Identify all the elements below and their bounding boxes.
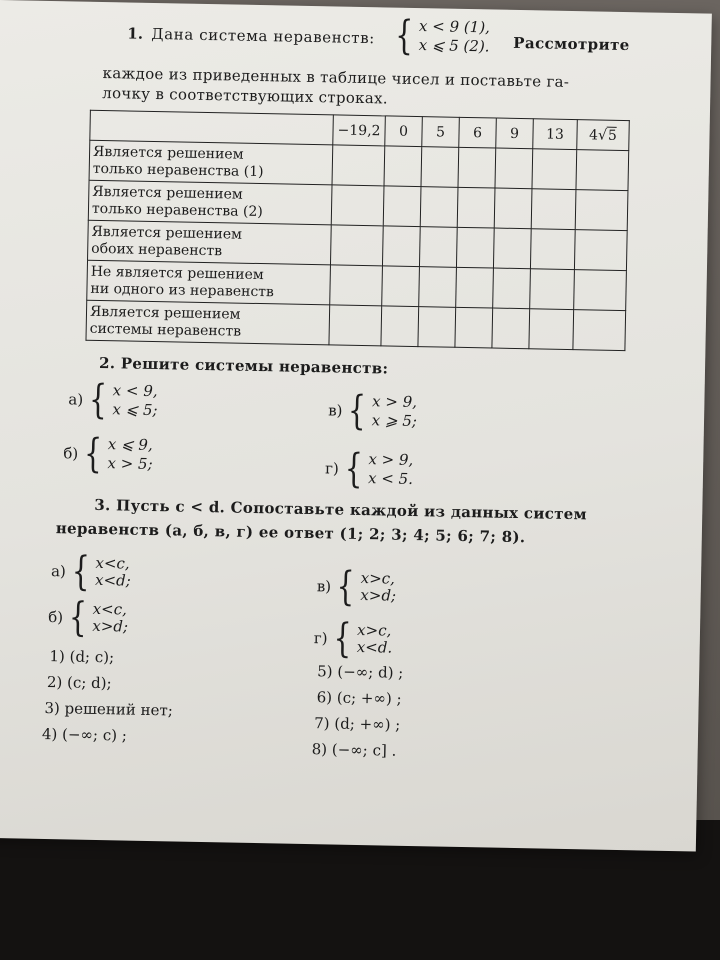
- task2-b-line1: x ⩽ 9,: [107, 435, 153, 455]
- table-column-header: 6: [459, 117, 497, 148]
- brace-icon: {: [347, 387, 367, 435]
- sqrt-coefficient: 4: [588, 127, 599, 144]
- task1-system-line2: x ⩽ 5 (2).: [418, 36, 490, 56]
- table-column-header: 9: [496, 118, 534, 149]
- checkbox-cell[interactable]: [574, 270, 627, 311]
- task3-line2: неравенств (а, б, в, г) ее ответ (1; 2; 3; 4; 5; 6; 7; 8).: [55, 519, 526, 547]
- task1-intro: Дана система неравенств:: [151, 24, 376, 48]
- checkbox-cell[interactable]: [456, 267, 494, 308]
- table-corner-cell: [90, 110, 334, 145]
- task2-a-line2: x ⩽ 5;: [112, 400, 158, 420]
- checkbox-cell[interactable]: [329, 305, 382, 346]
- brace-icon: {: [68, 594, 88, 641]
- table-column-header: 5: [422, 117, 460, 148]
- task2-b-label: б): [63, 444, 79, 463]
- task3-a-line2: x<d;: [94, 570, 131, 590]
- brace-icon: {: [71, 548, 90, 595]
- task3-system-v: [316, 563, 397, 610]
- task3-g-label: г): [313, 629, 328, 648]
- row-label: Является решением обоих неравенств: [88, 220, 332, 265]
- checkbox-cell[interactable]: [576, 150, 629, 191]
- table-column-header: 13: [533, 119, 578, 150]
- task3-a-line1: x<c,: [95, 553, 130, 573]
- task3-system-a: [50, 548, 132, 595]
- task1-line3: лочку в соответствующих строках.: [102, 83, 389, 108]
- row-label: Является решением системы неравенств: [86, 300, 330, 345]
- checkbox-cell[interactable]: [332, 145, 385, 186]
- checkbox-cell[interactable]: [457, 187, 495, 228]
- task3-b-label: б): [47, 608, 64, 627]
- task3-system-b: [47, 594, 129, 641]
- checkbox-cell[interactable]: [331, 185, 384, 226]
- table-column-header: −19,2: [333, 115, 386, 146]
- task3-b-line2: x>d;: [92, 616, 129, 636]
- checkbox-cell[interactable]: [381, 306, 419, 347]
- answer-item: 5) (−∞; d) ;: [317, 662, 404, 682]
- table-column-header: 0: [385, 116, 423, 147]
- checkbox-cell[interactable]: [530, 269, 575, 310]
- brace-icon: {: [88, 376, 108, 424]
- answer-item: 8) (−∞; c] .: [311, 740, 397, 760]
- answer-table: [85, 110, 629, 351]
- checkbox-cell[interactable]: [573, 310, 626, 351]
- checkbox-cell[interactable]: [421, 147, 459, 188]
- checkbox-cell[interactable]: [532, 149, 577, 190]
- checkbox-cell[interactable]: [330, 225, 383, 266]
- task3-b-line1: x<c,: [92, 599, 128, 619]
- row-label: Не является решением ни одного из неравенств: [87, 260, 331, 305]
- task1-after: Рассмотрите: [513, 33, 630, 55]
- task1-number: 1.: [127, 24, 144, 43]
- brace-icon: {: [394, 12, 414, 59]
- checkbox-cell[interactable]: [384, 146, 422, 187]
- task2-g-line2: x < 5.: [367, 469, 414, 489]
- checkbox-cell[interactable]: [382, 266, 420, 307]
- task2-system-b: [63, 430, 153, 478]
- brace-icon: {: [332, 615, 352, 662]
- checkbox-cell[interactable]: [529, 309, 574, 350]
- task1-system: [391, 12, 491, 59]
- checkbox-cell[interactable]: [493, 268, 531, 309]
- checkbox-cell[interactable]: [575, 190, 628, 231]
- answer-item: 1) (d; c);: [49, 647, 115, 667]
- task3-g-line2: x<d.: [356, 637, 393, 657]
- task3-g-line1: x>c,: [356, 620, 392, 640]
- checkbox-cell[interactable]: [531, 189, 576, 230]
- task3-a-label: а): [50, 562, 67, 581]
- task2-title: 2. Решите системы неравенств:: [98, 353, 389, 378]
- task2-system-v: [328, 387, 418, 435]
- checkbox-cell[interactable]: [495, 148, 533, 189]
- answer-item: 2) (c; d);: [46, 673, 112, 693]
- answer-item: 3) решений нет;: [44, 698, 174, 720]
- task1-line2: каждое из приведенных в таблице чисел и поставьте га-: [102, 63, 570, 91]
- task3-v-line2: x>d;: [360, 586, 397, 605]
- task3-v-line1: x>c,: [360, 569, 396, 588]
- checkbox-cell[interactable]: [494, 188, 532, 229]
- checkbox-cell[interactable]: [530, 229, 575, 270]
- checkbox-cell[interactable]: [574, 230, 627, 271]
- task2-system-a: [68, 376, 158, 424]
- checkbox-cell[interactable]: [492, 308, 530, 349]
- task2-a-label: а): [68, 390, 84, 409]
- checkbox-cell[interactable]: [418, 307, 456, 348]
- sqrt-icon: √: [597, 127, 608, 144]
- task2-a-line1: x < 9,: [112, 381, 158, 401]
- answer-item: 4) (−∞; c) ;: [41, 724, 128, 745]
- answer-item: 6) (c; +∞) ;: [316, 688, 402, 708]
- brace-icon: {: [83, 430, 103, 478]
- task1-system-line1: x < 9 (1),: [418, 17, 491, 37]
- task3-system-g: [313, 615, 393, 662]
- table-column-header-sqrt: [577, 120, 630, 151]
- checkbox-cell[interactable]: [419, 227, 457, 268]
- checkbox-cell[interactable]: [382, 226, 420, 267]
- checkbox-cell[interactable]: [330, 265, 383, 306]
- brace-icon: {: [344, 445, 363, 493]
- answer-item: 7) (d; +∞) ;: [314, 714, 401, 734]
- task2-b-line2: x > 5;: [107, 454, 153, 474]
- task3-line1: 3. Пусть c < d. Сопоставьте каждой из данных систем: [94, 495, 588, 524]
- checkbox-cell[interactable]: [458, 147, 496, 188]
- checkbox-cell[interactable]: [493, 228, 531, 269]
- task2-v-line1: x > 9,: [371, 392, 418, 412]
- sqrt-argument: 5: [607, 127, 618, 144]
- task2-v-line2: x ⩾ 5;: [371, 411, 418, 431]
- checkbox-cell[interactable]: [455, 307, 493, 348]
- row-label: Является решением только неравенства (2): [88, 180, 332, 225]
- task2-g-label: г): [324, 459, 339, 478]
- checkbox-cell[interactable]: [420, 187, 458, 228]
- task3-v-label: в): [316, 577, 332, 596]
- checkbox-cell[interactable]: [419, 267, 457, 308]
- task2-system-g: [324, 445, 414, 493]
- task2-v-label: в): [328, 401, 343, 420]
- checkbox-cell[interactable]: [456, 227, 494, 268]
- checkbox-cell[interactable]: [383, 186, 421, 227]
- brace-icon: {: [336, 563, 356, 610]
- task2-g-line1: x > 9,: [368, 450, 414, 470]
- row-label: Является решением только неравенства (1): [89, 140, 333, 185]
